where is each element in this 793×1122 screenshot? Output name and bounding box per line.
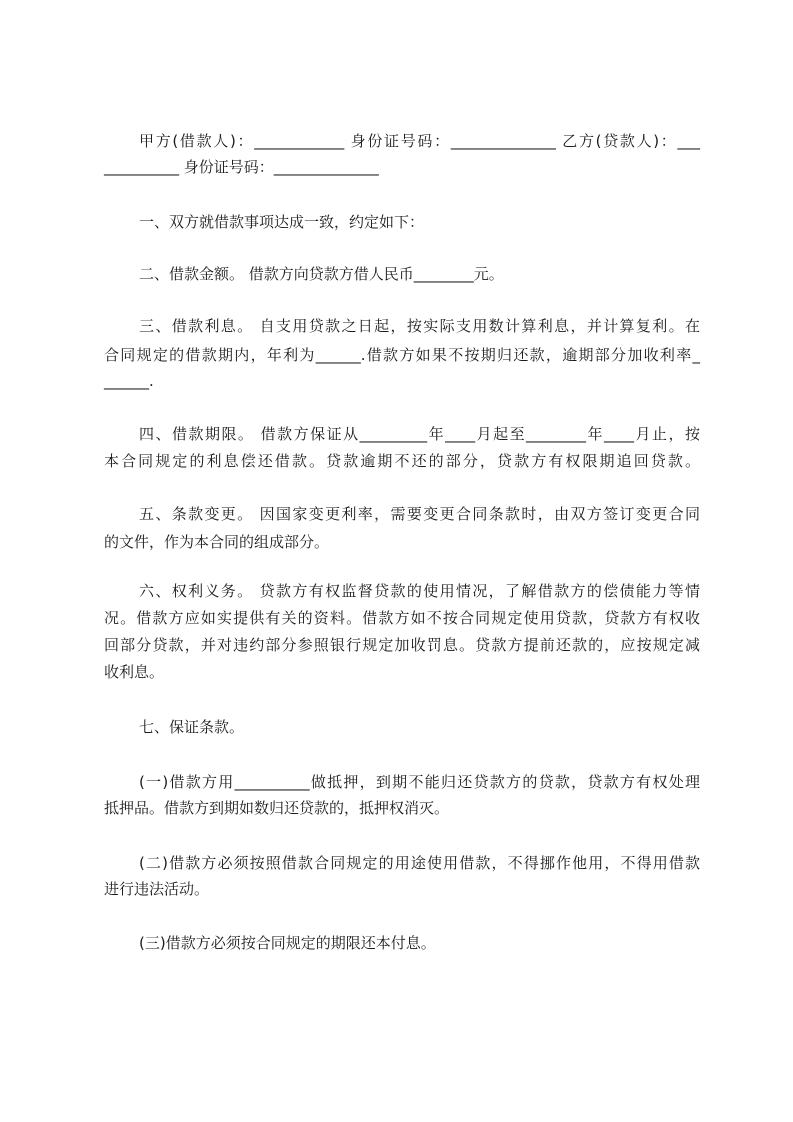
clause-3-line-1: 三、借款利息。 自支用贷款之日起，按实际支用数计算利息，并计算复利。在 xyxy=(139,317,700,335)
clause-7-1-line-1: (一)借款方用__________做抵押，到期不能归还贷款方的贷款，贷款方有权处理 xyxy=(139,773,700,791)
clause-6-line-2: 况。借款方应如实提供有关的资料。借款方如不按合同规定使用贷款，贷款方有权收 xyxy=(104,609,700,627)
clause-7-1-line-2: 抵押品。借款方到期如数归还贷款的，抵押权消灭。 xyxy=(104,799,450,817)
clause-4-line-1: 四、借款期限。 借款方保证从_________年____月起至________年____月止，按 xyxy=(139,425,700,443)
party-info-line-1: 甲方(借款人)：____________ 身份证号码：______________ 乙方(贷款人)：___ xyxy=(139,132,700,150)
clause-7-2-line-2: 进行违法活动。 xyxy=(104,880,210,898)
party-info-line-2: __________ 身份证号码：______________ xyxy=(104,158,379,176)
clause-1-line-1: 一、双方就借款事项达成一致，约定如下： xyxy=(139,213,425,231)
clause-6-line-1: 六、权利义务。 贷款方有权监督贷款的使用情况，了解借款方的偿债能力等情 xyxy=(139,582,700,600)
clause-3-line-3: ______. xyxy=(104,372,154,390)
clause-7-3-line-1: (三)借款方必须按合同规定的期限还本付息。 xyxy=(139,934,436,952)
clause-7-2-line-1: (二)借款方必须按照借款合同规定的用途使用借款，不得挪作他用，不得用借款 xyxy=(139,854,700,872)
clause-2-line-1: 二、借款金额。 借款方向贷款方借人民币________元。 xyxy=(139,265,504,283)
clause-6-line-3: 回部分贷款，并对违约部分参照银行规定加收罚息。贷款方提前还款的，应按规定减 xyxy=(104,636,700,654)
clause-3-line-2: 合同规定的借款期内，年利为______.借款方如果不按期归还款，逾期部分加收利率_ xyxy=(104,346,700,364)
clause-7-title: 七、保证条款。 xyxy=(139,718,245,736)
clause-5-line-1: 五、条款变更。 因国家变更利率，需要变更合同条款时，由双方签订变更合同 xyxy=(139,505,700,523)
clause-5-line-2: 的文件，作为本合同的组成部分。 xyxy=(104,533,330,551)
clause-6-line-4: 收利息。 xyxy=(104,663,165,681)
clause-4-line-2: 本合同规定的利息偿还借款。贷款逾期不还的部分，贷款方有权限期追回贷款。 xyxy=(104,452,700,470)
